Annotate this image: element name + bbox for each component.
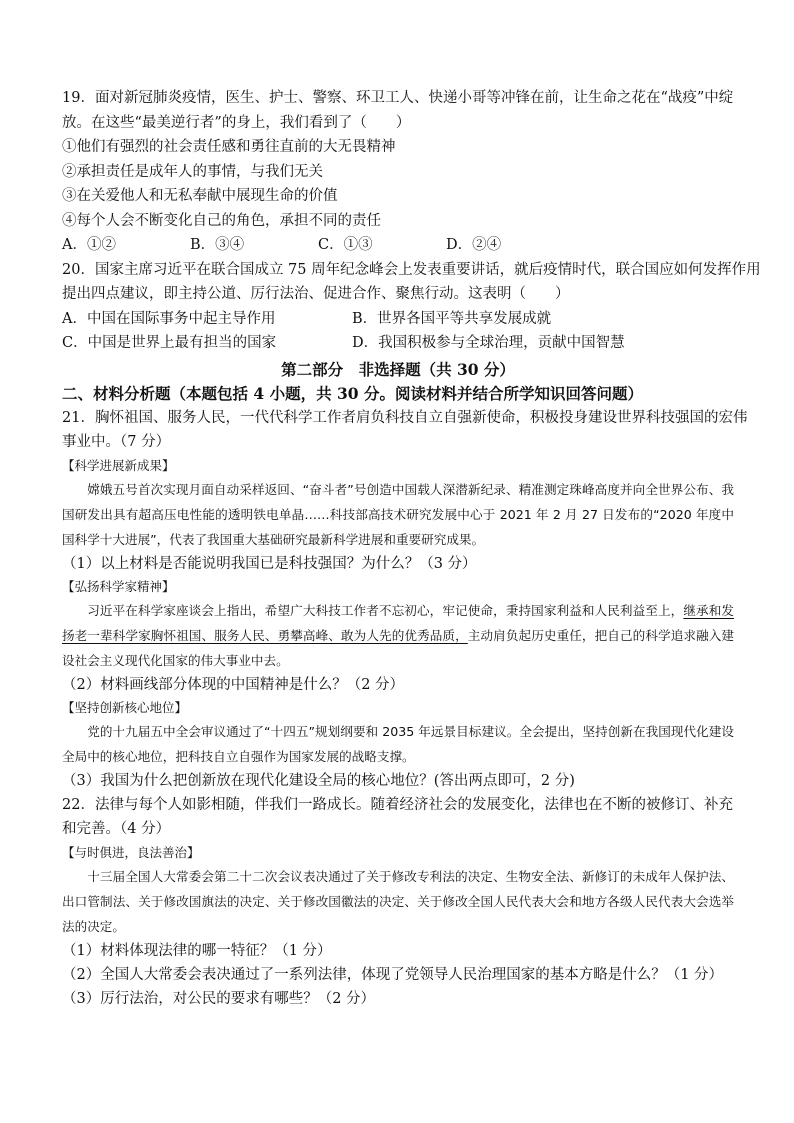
question-19-option-b[interactable]: B．③④ — [190, 237, 245, 253]
material-tag-innovation-core: 【坚持创新核心地位】 — [62, 699, 188, 715]
question-19-stem-line-1: 19．面对新冠肺炎疫情，医生、护士、警察、环卫工人、快递小哥等冲锋在前，让生命之花在“战疫”中绽 — [62, 90, 734, 106]
question-19 — [62, 86, 734, 258]
material-tag-scientist-spirit: 【弘扬科学家精神】 — [62, 578, 175, 594]
question-19-option-a[interactable]: A．①② — [62, 237, 116, 253]
question-20-option-a[interactable]: A．中国在国际事务中起主导作用 — [62, 310, 276, 327]
material-tag-science-progress: 【科学进展新成果】 — [62, 457, 175, 473]
material-good-law: 十三届全国人大常委会第二十二次会议表决通过了关于修改专利法的决定、生物安全法、新修订的未成年人保护法、出口管制法、关于修改国旗法的决定、关于修改国徽法的决定、关于修改全国人民代表大会和地方各级人民代表大会选举法的决定。 — [62, 868, 734, 934]
question-22-stem-line-1: 22．法律与每个人如影相随，伴我们一路成长。随着经济社会的发展变化，法律也在不断的被修订、补充 — [62, 796, 733, 813]
question-20-stem-line-2: 提出四点建议，即主持公道、厉行法治、促进合作、聚焦行动。这表明（ ） — [62, 286, 570, 302]
question-20-option-d[interactable]: D．我国积极参与全球治理，贡献中国智慧 — [352, 335, 625, 351]
question-22-sub-3: （3）厉行法治，对公民的要求有哪些？（2 分） — [62, 990, 376, 1007]
question-20-options-row-1 — [62, 307, 734, 332]
material-scientist-spirit-part-a: 习近平在科学家座谈会上指出，希望广大科技工作者不忘初心，牢记使命，秉持国家利益和人民利益至上， — [87, 602, 684, 618]
question-19-item-2: ②承担责任是成年人的事情，与我们无关 — [62, 163, 323, 180]
question-20 — [62, 258, 761, 356]
question-20-option-c[interactable]: C．中国是世界上最有担当的国家 — [62, 335, 277, 351]
question-19-item-1: ①他们有强烈的社会责任感和勇往直前的大无畏精神 — [62, 139, 396, 155]
question-21 — [62, 406, 748, 793]
material-innovation-core: 党的十九届五中全会审议通过了“十四五”规划纲要和 2035 年远景目标建议。全会提出，坚持创新在我国现代化建设全局中的核心地位，把科技自立自强作为国家发展的战略支撑。 — [62, 723, 734, 764]
question-22-sub-1: （1）材料体现法律的哪一特征？（1 分） — [62, 942, 332, 959]
question-19-stem-line-2: 放。在这些“最美逆行者”的身上，我们看到了（ ） — [62, 114, 411, 131]
question-20-stem-line-1: 20．国家主席习近平在联合国成立 75 周年纪念峰会上发表重要讲话，就后疫情时代，联合国应如何发挥作用 — [62, 261, 761, 278]
material-scientist-spirit — [62, 598, 734, 673]
material-underlined-text: 继承和发扬老一辈科学家胸怀祖国、服务人民、勇攀高峰、敢为人先的优秀品质， — [62, 602, 735, 643]
question-22 — [62, 793, 734, 1011]
question-22-stem-line-2: 和完善。（4 分） — [62, 821, 171, 837]
question-22-sub-2: （2）全国人大常委会表决通过了一系列法律，体现了党领导人民治理国家的基本方略是什么？（1 分） — [62, 966, 724, 983]
part-2-title: 第二部分 非选择题（共 30 分） — [281, 359, 515, 379]
question-19-options — [62, 233, 734, 258]
question-19-item-3: ③在关爱他人和无私奉献中展现生命的价值 — [62, 188, 338, 204]
question-19-option-c[interactable]: C．①③ — [318, 237, 373, 253]
question-19-option-d[interactable]: D．②④ — [446, 237, 502, 253]
question-21-sub-3: （3）我国为什么把创新放在现代化建设全局的核心地位？(答出两点即可，2 分) — [62, 772, 575, 789]
question-20-options-row-2 — [62, 331, 734, 356]
material-scientist-spirit-part-b: 主动肩负起历史重任，把自己的科学追求融入建设社会主义现代化国家的伟大事业中去。 — [62, 627, 735, 668]
question-21-stem-line-1: 21．胸怀祖国、服务人民，一代代科学工作者肩负科技自立自强新使命，积极投身建设世界科技强国的宏伟 — [62, 409, 748, 426]
material-science-progress: 嫦娥五号首次实现月面自动采样返回、“奋斗者”号创造中国载人深潜新纪录、精准测定珠峰高度并向全世界公布、我国研发出具有超高压电性能的透明铁电单晶……科技部高技术研究发展中心于 2021 年 2 月 27 日发布的“2020 年度中国科学十大进展”，代表了我国重大基础研究最新科学进展和重要研究成果。 — [62, 481, 734, 547]
question-21-stem-line-2: 事业中。（7 分） — [62, 434, 171, 450]
material-tag-good-law: 【与时俱进，良法善治】 — [62, 844, 200, 860]
question-20-option-b[interactable]: B．世界各国平等共享发展成就 — [352, 310, 552, 327]
question-21-sub-1: （1）以上材料是否能说明我国已是科技强国？为什么？（3 分） — [62, 555, 477, 572]
section-2-title: 二、材料分析题（本题包括 4 小题，共 30 分。阅读材料并结合所学知识回答问题） — [62, 383, 643, 403]
exam-page — [62, 86, 761, 1011]
question-19-item-4: ④每个人会不断变化自己的角色，承担不同的责任 — [62, 212, 381, 229]
question-21-sub-2: （2）材料画线部分体现的中国精神是什么？（2 分） — [62, 676, 405, 693]
